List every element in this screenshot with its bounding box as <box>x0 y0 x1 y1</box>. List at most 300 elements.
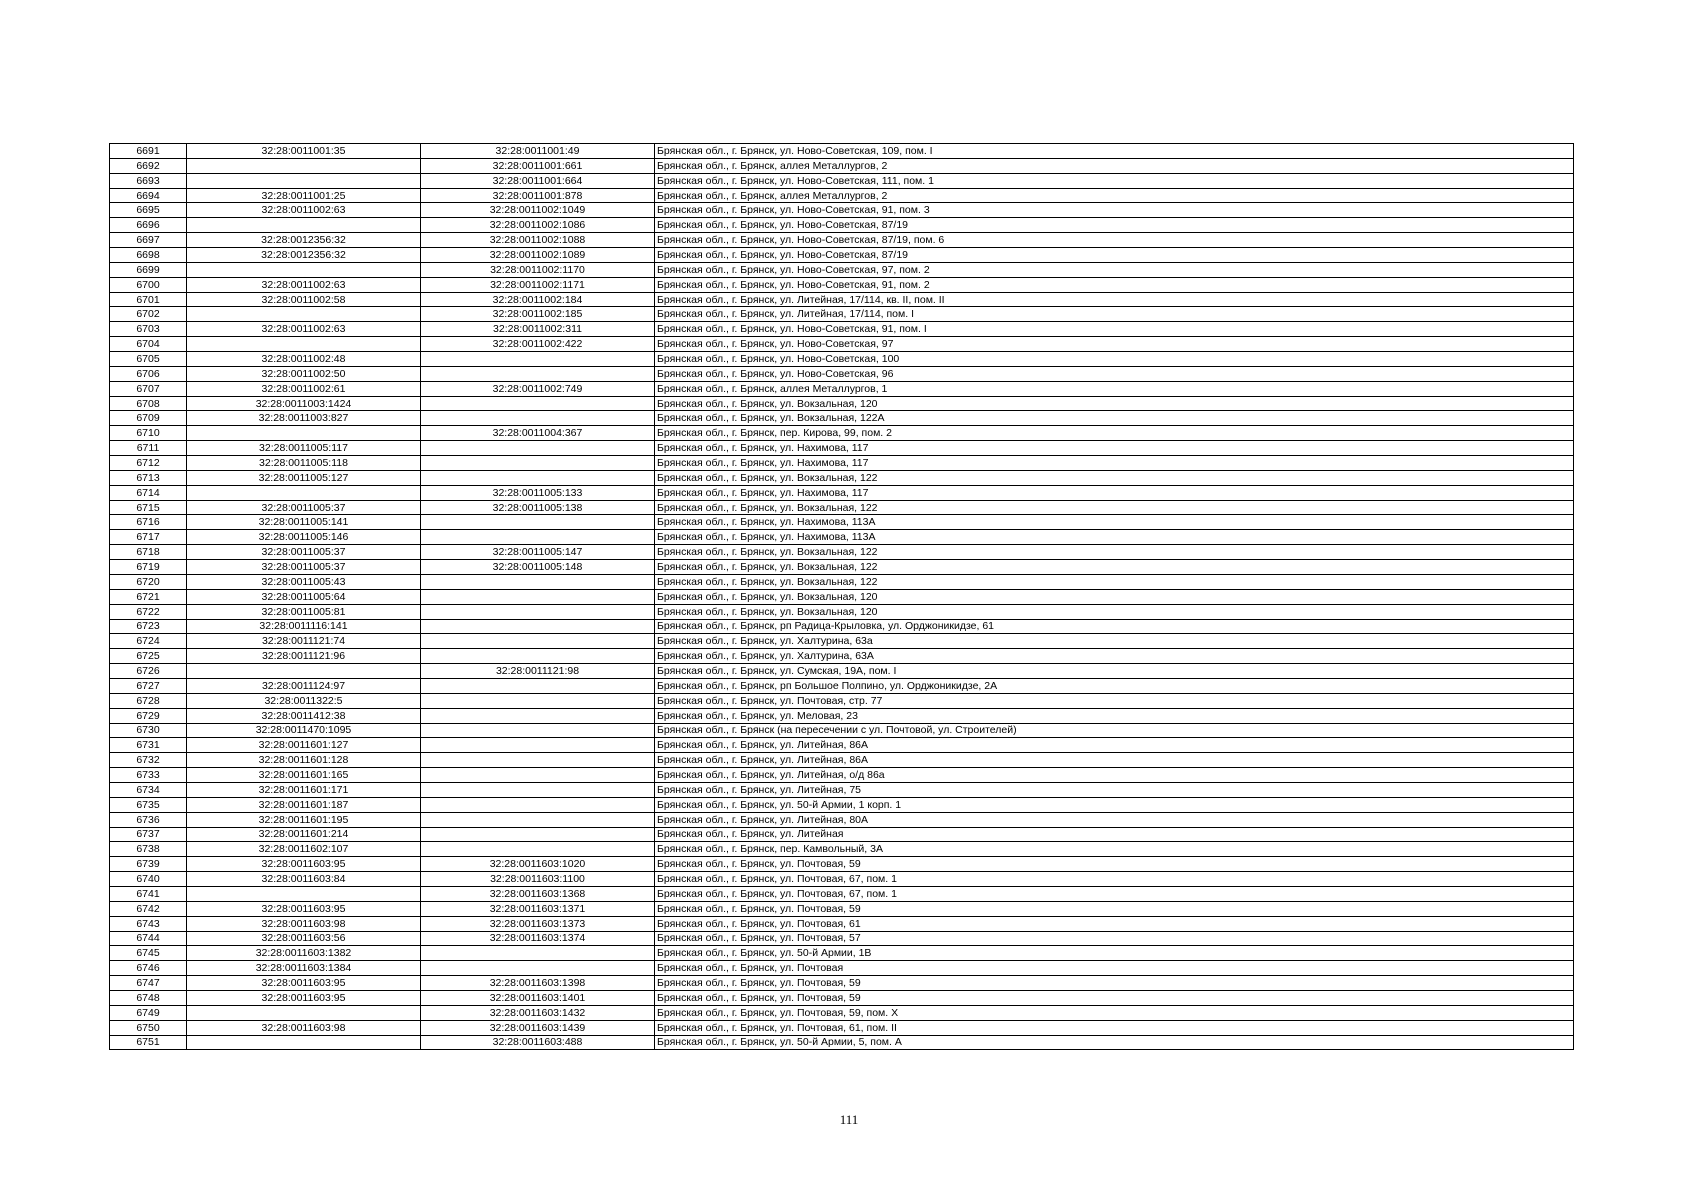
table-row <box>110 1035 1574 1050</box>
object-address: Брянская обл., г. Брянск, ул. Литейная, 75 <box>655 782 1574 797</box>
object-cadastral-number <box>421 515 655 530</box>
row-number: 6718 <box>110 545 187 560</box>
land-plot-cadastral-number: 32:28:0011005:37 <box>187 545 421 560</box>
row-number: 6738 <box>110 842 187 857</box>
land-plot-cadastral-number: 32:28:0011602:107 <box>187 842 421 857</box>
table-row <box>110 708 1574 723</box>
row-number: 6707 <box>110 381 187 396</box>
object-cadastral-number: 32:28:0011002:184 <box>421 292 655 307</box>
table-row <box>110 158 1574 173</box>
table-row <box>110 857 1574 872</box>
land-plot-cadastral-number <box>187 307 421 322</box>
object-cadastral-number: 32:28:0011603:1373 <box>421 916 655 931</box>
object-cadastral-number: 32:28:0011002:185 <box>421 307 655 322</box>
object-cadastral-number: 32:28:0011005:138 <box>421 500 655 515</box>
row-number: 6712 <box>110 456 187 471</box>
row-number: 6744 <box>110 931 187 946</box>
land-plot-cadastral-number: 32:28:0011003:827 <box>187 411 421 426</box>
object-cadastral-number <box>421 678 655 693</box>
object-address: Брянская обл., г. Брянск, ул. Почтовая, 59 <box>655 901 1574 916</box>
row-number: 6749 <box>110 1005 187 1020</box>
object-cadastral-number <box>421 530 655 545</box>
object-cadastral-number: 32:28:0011603:1439 <box>421 1020 655 1035</box>
object-cadastral-number <box>421 649 655 664</box>
table-row <box>110 812 1574 827</box>
object-cadastral-number: 32:28:0011005:147 <box>421 545 655 560</box>
land-plot-cadastral-number: 32:28:0011005:37 <box>187 560 421 575</box>
object-address: Брянская обл., г. Брянск, ул. Почтовая, 67, пом. 1 <box>655 886 1574 901</box>
object-cadastral-number: 32:28:0011603:1371 <box>421 901 655 916</box>
object-address: Брянская обл., г. Брянск, ул. Ново-Советская, 87/19 <box>655 218 1574 233</box>
row-number: 6692 <box>110 158 187 173</box>
object-cadastral-number <box>421 441 655 456</box>
row-number: 6693 <box>110 173 187 188</box>
object-cadastral-number: 32:28:0011603:1398 <box>421 976 655 991</box>
object-cadastral-number: 32:28:0011002:1171 <box>421 277 655 292</box>
row-number: 6735 <box>110 797 187 812</box>
land-plot-cadastral-number: 32:28:0011603:98 <box>187 916 421 931</box>
registry-table-body <box>110 144 1574 1050</box>
land-plot-cadastral-number: 32:28:0011322:5 <box>187 693 421 708</box>
table-row <box>110 411 1574 426</box>
row-number: 6731 <box>110 738 187 753</box>
object-cadastral-number: 32:28:0011002:422 <box>421 337 655 352</box>
table-row <box>110 262 1574 277</box>
land-plot-cadastral-number: 32:28:0011005:141 <box>187 515 421 530</box>
land-plot-cadastral-number: 32:28:0011116:141 <box>187 619 421 634</box>
row-number: 6698 <box>110 248 187 263</box>
land-plot-cadastral-number: 32:28:0011470:1095 <box>187 723 421 738</box>
table-row <box>110 470 1574 485</box>
land-plot-cadastral-number: 32:28:0011603:84 <box>187 872 421 887</box>
object-address: Брянская обл., г. Брянск, ул. Вокзальная, 122 <box>655 560 1574 575</box>
row-number: 6728 <box>110 693 187 708</box>
object-address: Брянская обл., г. Брянск, аллея Металлургов, 1 <box>655 381 1574 396</box>
table-row <box>110 693 1574 708</box>
land-plot-cadastral-number <box>187 173 421 188</box>
land-plot-cadastral-number: 32:28:0011601:128 <box>187 753 421 768</box>
table-row <box>110 218 1574 233</box>
land-plot-cadastral-number: 32:28:0011002:48 <box>187 352 421 367</box>
land-plot-cadastral-number: 32:28:0012356:32 <box>187 233 421 248</box>
table-row <box>110 634 1574 649</box>
table-row <box>110 931 1574 946</box>
land-plot-cadastral-number <box>187 337 421 352</box>
row-number: 6721 <box>110 589 187 604</box>
table-row <box>110 381 1574 396</box>
object-cadastral-number <box>421 946 655 961</box>
table-row <box>110 619 1574 634</box>
row-number: 6729 <box>110 708 187 723</box>
table-row <box>110 990 1574 1005</box>
object-cadastral-number <box>421 827 655 842</box>
row-number: 6715 <box>110 500 187 515</box>
table-row <box>110 292 1574 307</box>
row-number: 6737 <box>110 827 187 842</box>
object-address: Брянская обл., г. Брянск, ул. Ново-Советская, 91, пом. I <box>655 322 1574 337</box>
row-number: 6708 <box>110 396 187 411</box>
row-number: 6691 <box>110 144 187 159</box>
table-row <box>110 144 1574 159</box>
row-number: 6725 <box>110 649 187 664</box>
object-address: Брянская обл., г. Брянск, ул. Сумская, 19А, пом. I <box>655 664 1574 679</box>
table-row <box>110 1020 1574 1035</box>
object-cadastral-number: 32:28:0011004:367 <box>421 426 655 441</box>
land-plot-cadastral-number: 32:28:0011002:50 <box>187 366 421 381</box>
object-cadastral-number <box>421 723 655 738</box>
object-address: Брянская обл., г. Брянск, ул. Ново-Советская, 87/19, пом. 6 <box>655 233 1574 248</box>
row-number: 6751 <box>110 1035 187 1050</box>
table-row <box>110 946 1574 961</box>
object-cadastral-number: 32:28:0011603:1374 <box>421 931 655 946</box>
object-address: Брянская обл., г. Брянск, ул. Ново-Советская, 97, пом. 2 <box>655 262 1574 277</box>
land-plot-cadastral-number: 32:28:0011601:171 <box>187 782 421 797</box>
object-address: Брянская обл., г. Брянск, ул. Почтовая, стр. 77 <box>655 693 1574 708</box>
object-address: Брянская обл., г. Брянск, ул. Нахимова, 113А <box>655 530 1574 545</box>
page-number: 111 <box>839 1112 859 1127</box>
object-address: Брянская обл., г. Брянск, ул. Вокзальная, 120 <box>655 589 1574 604</box>
row-number: 6722 <box>110 604 187 619</box>
table-row <box>110 753 1574 768</box>
row-number: 6746 <box>110 961 187 976</box>
object-cadastral-number <box>421 604 655 619</box>
object-cadastral-number: 32:28:0011005:148 <box>421 560 655 575</box>
land-plot-cadastral-number: 32:28:0011002:63 <box>187 322 421 337</box>
object-address: Брянская обл., г. Брянск, аллея Металлургов, 2 <box>655 158 1574 173</box>
table-row <box>110 916 1574 931</box>
table-row <box>110 782 1574 797</box>
land-plot-cadastral-number <box>187 218 421 233</box>
land-plot-cadastral-number: 32:28:0011001:35 <box>187 144 421 159</box>
object-cadastral-number: 32:28:0011001:878 <box>421 188 655 203</box>
object-cadastral-number: 32:28:0011603:1401 <box>421 990 655 1005</box>
object-address: Брянская обл., г. Брянск, рп Радица-Крыловка, ул. Орджоникидзе, 61 <box>655 619 1574 634</box>
object-address: Брянская обл., г. Брянск, ул. Ново-Советская, 109, пом. I <box>655 144 1574 159</box>
object-cadastral-number: 32:28:0011002:1089 <box>421 248 655 263</box>
object-address: Брянская обл., г. Брянск, ул. Литейная, 86А <box>655 753 1574 768</box>
table-row <box>110 738 1574 753</box>
object-cadastral-number <box>421 693 655 708</box>
object-cadastral-number: 32:28:0011603:1100 <box>421 872 655 887</box>
land-plot-cadastral-number: 32:28:0011121:74 <box>187 634 421 649</box>
table-row <box>110 886 1574 901</box>
land-plot-cadastral-number: 32:28:0011124:97 <box>187 678 421 693</box>
table-row <box>110 530 1574 545</box>
object-cadastral-number: 32:28:0011603:1020 <box>421 857 655 872</box>
object-address: Брянская обл., г. Брянск, ул. Ново-Советская, 97 <box>655 337 1574 352</box>
table-row <box>110 560 1574 575</box>
table-row <box>110 441 1574 456</box>
object-address: Брянская обл., г. Брянск, ул. 50-й Армии, 1В <box>655 946 1574 961</box>
land-plot-cadastral-number: 32:28:0011603:56 <box>187 931 421 946</box>
land-plot-cadastral-number: 32:28:0011603:1382 <box>187 946 421 961</box>
row-number: 6713 <box>110 470 187 485</box>
object-address: Брянская обл., г. Брянск, ул. Нахимова, 117 <box>655 485 1574 500</box>
land-plot-cadastral-number: 32:28:0011603:1384 <box>187 961 421 976</box>
object-address: Брянская обл., г. Брянск, ул. Почтовая, 59 <box>655 857 1574 872</box>
row-number: 6732 <box>110 753 187 768</box>
object-address: Брянская обл., г. Брянск, ул. 50-й Армии, 1 корп. 1 <box>655 797 1574 812</box>
object-cadastral-number <box>421 352 655 367</box>
object-cadastral-number <box>421 456 655 471</box>
land-plot-cadastral-number: 32:28:0011002:63 <box>187 203 421 218</box>
object-address: Брянская обл., г. Брянск, ул. Вокзальная, 120 <box>655 396 1574 411</box>
land-plot-cadastral-number <box>187 426 421 441</box>
object-cadastral-number <box>421 961 655 976</box>
row-number: 6694 <box>110 188 187 203</box>
object-address: Брянская обл., г. Брянск, ул. Ново-Советская, 87/19 <box>655 248 1574 263</box>
object-address: Брянская обл., г. Брянск, ул. Нахимова, 117 <box>655 441 1574 456</box>
table-row <box>110 188 1574 203</box>
object-address: Брянская обл., г. Брянск, ул. Литейная, о/д 86а <box>655 768 1574 783</box>
object-cadastral-number: 32:28:0011603:488 <box>421 1035 655 1050</box>
land-plot-cadastral-number: 32:28:0011002:58 <box>187 292 421 307</box>
row-number: 6745 <box>110 946 187 961</box>
table-row <box>110 426 1574 441</box>
object-cadastral-number: 32:28:0011002:311 <box>421 322 655 337</box>
object-address: Брянская обл., г. Брянск, пер. Камвольный, 3А <box>655 842 1574 857</box>
object-cadastral-number <box>421 470 655 485</box>
land-plot-cadastral-number: 32:28:0011005:127 <box>187 470 421 485</box>
table-row <box>110 307 1574 322</box>
table-row <box>110 589 1574 604</box>
land-plot-cadastral-number <box>187 664 421 679</box>
object-address: Брянская обл., г. Брянск, ул. Вокзальная, 120 <box>655 604 1574 619</box>
row-number: 6743 <box>110 916 187 931</box>
table-row <box>110 604 1574 619</box>
row-number: 6727 <box>110 678 187 693</box>
table-row <box>110 678 1574 693</box>
object-cadastral-number: 32:28:0011603:1368 <box>421 886 655 901</box>
table-row <box>110 797 1574 812</box>
object-cadastral-number: 32:28:0011001:664 <box>421 173 655 188</box>
land-plot-cadastral-number: 32:28:0011005:118 <box>187 456 421 471</box>
table-row <box>110 203 1574 218</box>
row-number: 6734 <box>110 782 187 797</box>
table-row <box>110 233 1574 248</box>
object-cadastral-number <box>421 411 655 426</box>
object-address: Брянская обл., г. Брянск, ул. Почтовая, 61, пом. II <box>655 1020 1574 1035</box>
object-cadastral-number <box>421 634 655 649</box>
row-number: 6739 <box>110 857 187 872</box>
table-row <box>110 173 1574 188</box>
table-row <box>110 396 1574 411</box>
table-row <box>110 485 1574 500</box>
object-address: Брянская обл., г. Брянск, аллея Металлургов, 2 <box>655 188 1574 203</box>
land-plot-cadastral-number <box>187 1035 421 1050</box>
table-row <box>110 248 1574 263</box>
table-row <box>110 515 1574 530</box>
object-address: Брянская обл., г. Брянск (на пересечении с ул. Почтовой, ул. Строителей) <box>655 723 1574 738</box>
row-number: 6736 <box>110 812 187 827</box>
table-row <box>110 664 1574 679</box>
land-plot-cadastral-number: 32:28:0011601:195 <box>187 812 421 827</box>
row-number: 6696 <box>110 218 187 233</box>
land-plot-cadastral-number: 32:28:0011001:25 <box>187 188 421 203</box>
row-number: 6748 <box>110 990 187 1005</box>
land-plot-cadastral-number: 32:28:0011603:95 <box>187 990 421 1005</box>
table-row <box>110 574 1574 589</box>
land-plot-cadastral-number: 32:28:0011603:95 <box>187 901 421 916</box>
land-plot-cadastral-number: 32:28:0011121:96 <box>187 649 421 664</box>
row-number: 6710 <box>110 426 187 441</box>
object-cadastral-number <box>421 366 655 381</box>
row-number: 6730 <box>110 723 187 738</box>
land-plot-cadastral-number: 32:28:0011603:95 <box>187 976 421 991</box>
object-cadastral-number: 32:28:0011603:1432 <box>421 1005 655 1020</box>
table-row <box>110 500 1574 515</box>
land-plot-cadastral-number: 32:28:0011601:165 <box>187 768 421 783</box>
object-address: Брянская обл., г. Брянск, ул. Халтурина, 63а <box>655 634 1574 649</box>
object-address: Брянская обл., г. Брянск, ул. Нахимова, 113А <box>655 515 1574 530</box>
land-plot-cadastral-number: 32:28:0011002:61 <box>187 381 421 396</box>
table-row <box>110 976 1574 991</box>
object-address: Брянская обл., г. Брянск, ул. Почтовая, 57 <box>655 931 1574 946</box>
object-address: Брянская обл., г. Брянск, ул. Ново-Советская, 96 <box>655 366 1574 381</box>
land-plot-cadastral-number <box>187 262 421 277</box>
table-row <box>110 649 1574 664</box>
object-cadastral-number: 32:28:0011121:98 <box>421 664 655 679</box>
row-number: 6701 <box>110 292 187 307</box>
object-address: Брянская обл., г. Брянск, ул. Литейная, 17/114, кв. II, пом. II <box>655 292 1574 307</box>
object-cadastral-number <box>421 589 655 604</box>
land-plot-cadastral-number <box>187 485 421 500</box>
row-number: 6702 <box>110 307 187 322</box>
row-number: 6750 <box>110 1020 187 1035</box>
table-row <box>110 337 1574 352</box>
land-plot-cadastral-number: 32:28:0011412:38 <box>187 708 421 723</box>
object-address: Брянская обл., г. Брянск, ул. Вокзальная, 122 <box>655 545 1574 560</box>
row-number: 6741 <box>110 886 187 901</box>
table-row <box>110 961 1574 976</box>
object-address: Брянская обл., г. Брянск, ул. Почтовая, 67, пом. 1 <box>655 872 1574 887</box>
row-number: 6747 <box>110 976 187 991</box>
row-number: 6724 <box>110 634 187 649</box>
land-plot-cadastral-number: 32:28:0011601:187 <box>187 797 421 812</box>
land-plot-cadastral-number: 32:28:0011601:214 <box>187 827 421 842</box>
land-plot-cadastral-number: 32:28:0011005:81 <box>187 604 421 619</box>
row-number: 6697 <box>110 233 187 248</box>
land-plot-cadastral-number: 32:28:0011003:1424 <box>187 396 421 411</box>
object-cadastral-number <box>421 842 655 857</box>
object-address: Брянская обл., г. Брянск, ул. 50-й Армии, 5, пом. А <box>655 1035 1574 1050</box>
table-row <box>110 768 1574 783</box>
object-address: Брянская обл., г. Брянск, ул. Литейная <box>655 827 1574 842</box>
row-number: 6726 <box>110 664 187 679</box>
object-address: Брянская обл., г. Брянск, ул. Вокзальная, 122 <box>655 574 1574 589</box>
row-number: 6733 <box>110 768 187 783</box>
row-number: 6716 <box>110 515 187 530</box>
row-number: 6695 <box>110 203 187 218</box>
object-address: Брянская обл., г. Брянск, ул. Вокзальная, 122А <box>655 411 1574 426</box>
row-number: 6709 <box>110 411 187 426</box>
land-plot-cadastral-number <box>187 158 421 173</box>
table-row <box>110 872 1574 887</box>
object-cadastral-number: 32:28:0011001:661 <box>421 158 655 173</box>
land-plot-cadastral-number <box>187 886 421 901</box>
table-row <box>110 545 1574 560</box>
land-plot-cadastral-number: 32:28:0011603:98 <box>187 1020 421 1035</box>
row-number: 6700 <box>110 277 187 292</box>
object-address: Брянская обл., г. Брянск, ул. Ново-Советская, 91, пом. 3 <box>655 203 1574 218</box>
row-number: 6720 <box>110 574 187 589</box>
object-cadastral-number: 32:28:0011002:1088 <box>421 233 655 248</box>
object-cadastral-number <box>421 396 655 411</box>
table-row <box>110 366 1574 381</box>
object-address: Брянская обл., г. Брянск, ул. Почтовая, 59, пом. X <box>655 1005 1574 1020</box>
land-plot-cadastral-number: 32:28:0011603:95 <box>187 857 421 872</box>
object-cadastral-number <box>421 708 655 723</box>
object-address: Брянская обл., г. Брянск, ул. Почтовая, 61 <box>655 916 1574 931</box>
object-cadastral-number <box>421 782 655 797</box>
row-number: 6704 <box>110 337 187 352</box>
table-row <box>110 723 1574 738</box>
land-plot-cadastral-number: 32:28:0011002:63 <box>187 277 421 292</box>
object-address: Брянская обл., г. Брянск, ул. Ново-Советская, 111, пом. 1 <box>655 173 1574 188</box>
object-cadastral-number <box>421 619 655 634</box>
table-row <box>110 352 1574 367</box>
table-row <box>110 322 1574 337</box>
object-cadastral-number: 32:28:0011001:49 <box>421 144 655 159</box>
object-address: Брянская обл., г. Брянск, рп Большое Полпино, ул. Орджоникидзе, 2А <box>655 678 1574 693</box>
land-plot-cadastral-number: 32:28:0011005:64 <box>187 589 421 604</box>
object-address: Брянская обл., г. Брянск, ул. Литейная, 80А <box>655 812 1574 827</box>
table-row <box>110 277 1574 292</box>
object-cadastral-number <box>421 753 655 768</box>
object-address: Брянская обл., г. Брянск, ул. Почтовая, 59 <box>655 990 1574 1005</box>
row-number: 6703 <box>110 322 187 337</box>
object-cadastral-number: 32:28:0011002:749 <box>421 381 655 396</box>
object-cadastral-number <box>421 738 655 753</box>
row-number: 6705 <box>110 352 187 367</box>
row-number: 6742 <box>110 901 187 916</box>
object-address: Брянская обл., г. Брянск, ул. Литейная, 86А <box>655 738 1574 753</box>
object-address: Брянская обл., г. Брянск, ул. Халтурина, 63А <box>655 649 1574 664</box>
row-number: 6717 <box>110 530 187 545</box>
object-address: Брянская обл., г. Брянск, ул. Ново-Советская, 91, пом. 2 <box>655 277 1574 292</box>
row-number: 6711 <box>110 441 187 456</box>
table-row <box>110 827 1574 842</box>
table-row <box>110 901 1574 916</box>
row-number: 6723 <box>110 619 187 634</box>
object-address: Брянская обл., г. Брянск, ул. Почтовая, 59 <box>655 976 1574 991</box>
row-number: 6719 <box>110 560 187 575</box>
registry-table <box>109 143 1574 1050</box>
land-plot-cadastral-number: 32:28:0011005:117 <box>187 441 421 456</box>
object-address: Брянская обл., г. Брянск, ул. Литейная, 17/114, пом. I <box>655 307 1574 322</box>
object-address: Брянская обл., г. Брянск, ул. Вокзальная, 122 <box>655 500 1574 515</box>
object-address: Брянская обл., г. Брянск, пер. Кирова, 99, пом. 2 <box>655 426 1574 441</box>
land-plot-cadastral-number: 32:28:0011005:43 <box>187 574 421 589</box>
object-address: Брянская обл., г. Брянск, ул. Почтовая <box>655 961 1574 976</box>
land-plot-cadastral-number: 32:28:0011601:127 <box>187 738 421 753</box>
object-cadastral-number <box>421 574 655 589</box>
object-cadastral-number: 32:28:0011002:1170 <box>421 262 655 277</box>
row-number: 6714 <box>110 485 187 500</box>
object-address: Брянская обл., г. Брянск, ул. Нахимова, 117 <box>655 456 1574 471</box>
object-cadastral-number <box>421 768 655 783</box>
table-row <box>110 842 1574 857</box>
object-address: Брянская обл., г. Брянск, ул. Вокзальная, 122 <box>655 470 1574 485</box>
object-cadastral-number <box>421 797 655 812</box>
row-number: 6706 <box>110 366 187 381</box>
object-cadastral-number <box>421 812 655 827</box>
table-row <box>110 1005 1574 1020</box>
object-address: Брянская обл., г. Брянск, ул. Ново-Советская, 100 <box>655 352 1574 367</box>
land-plot-cadastral-number <box>187 1005 421 1020</box>
row-number: 6740 <box>110 872 187 887</box>
land-plot-cadastral-number: 32:28:0011005:37 <box>187 500 421 515</box>
